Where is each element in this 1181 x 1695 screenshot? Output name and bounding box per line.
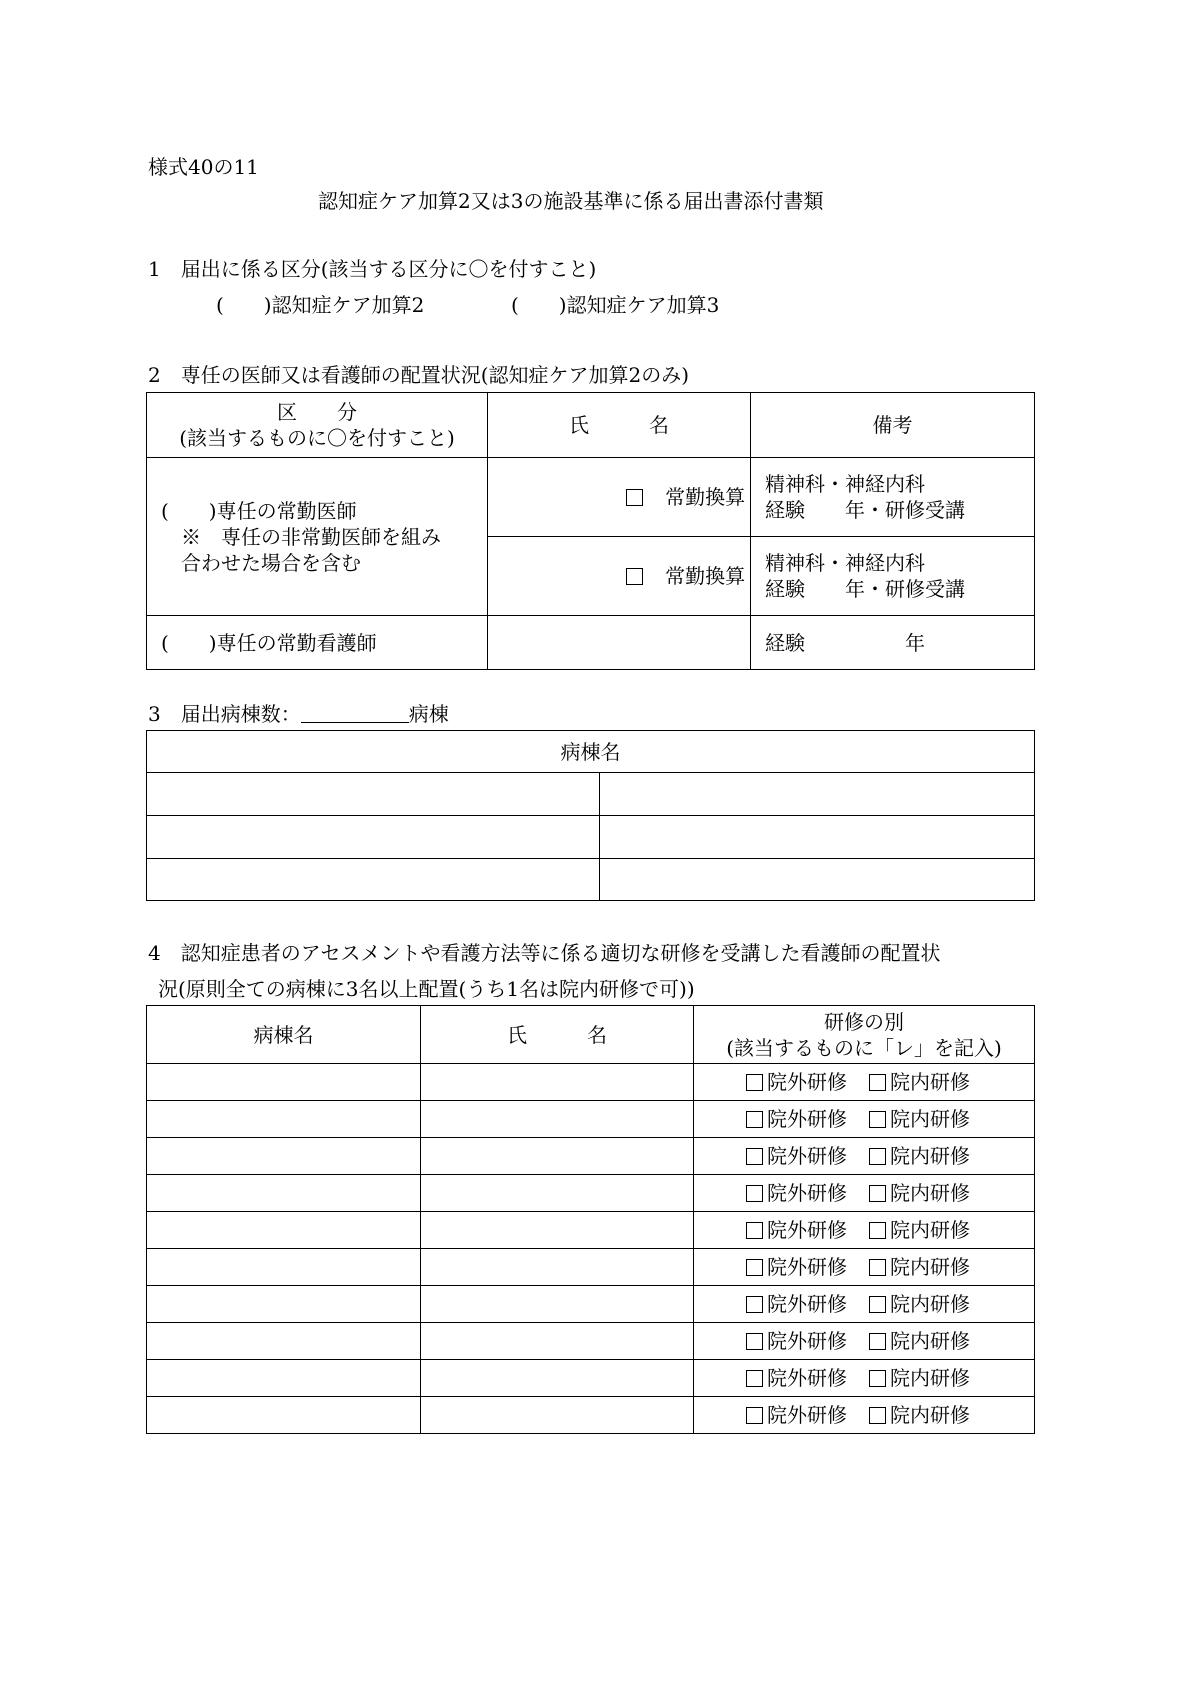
external-training-label: 院外研修 — [767, 1181, 847, 1205]
internal-training-label: 院内研修 — [890, 1181, 970, 1205]
internal-training-label: 院内研修 — [890, 1292, 970, 1316]
external-training-label: 院外研修 — [767, 1366, 847, 1390]
training-table — [146, 1005, 1035, 1434]
internal-training-checkbox[interactable] — [869, 1370, 886, 1387]
internal-training-checkbox[interactable] — [869, 1296, 886, 1313]
option-dementia-care-2[interactable]: ( )認知症ケア加算2 — [216, 293, 425, 317]
training-name-cell[interactable] — [421, 1138, 694, 1175]
section3-heading — [148, 702, 449, 726]
training-ward-cell[interactable] — [147, 1212, 421, 1249]
fte-label-2: 常勤換算 — [665, 564, 746, 588]
training-ward-cell[interactable] — [147, 1138, 421, 1175]
ward-count-blank[interactable] — [301, 702, 409, 723]
ward-table — [146, 730, 1035, 901]
internal-training-checkbox[interactable] — [869, 1185, 886, 1202]
external-training-checkbox[interactable] — [746, 1074, 763, 1091]
doctor-name-cell-2[interactable] — [488, 537, 751, 616]
training-type-cell — [694, 1212, 1035, 1249]
internal-training-checkbox[interactable] — [869, 1259, 886, 1276]
external-training-checkbox[interactable] — [746, 1370, 763, 1387]
fte-checkbox-2[interactable] — [626, 568, 643, 585]
training-name-cell[interactable] — [421, 1064, 694, 1101]
training-header-type — [694, 1006, 1035, 1064]
training-ward-cell[interactable] — [147, 1323, 421, 1360]
external-training-label: 院外研修 — [767, 1329, 847, 1353]
internal-training-label: 院内研修 — [890, 1329, 970, 1353]
external-training-label: 院外研修 — [767, 1144, 847, 1168]
ward-cell[interactable] — [147, 773, 600, 816]
ward-cell[interactable] — [600, 859, 1035, 901]
training-type-cell — [694, 1101, 1035, 1138]
section4-heading-line1: 4 認知症患者のアセスメントや看護方法等に係る適切な研修を受講した看護師の配置状 — [148, 941, 941, 965]
ward-cell[interactable] — [147, 859, 600, 901]
fte-checkbox-1[interactable] — [626, 489, 643, 506]
training-type-cell — [694, 1249, 1035, 1286]
training-name-cell[interactable] — [421, 1397, 694, 1434]
internal-training-label: 院内研修 — [890, 1070, 970, 1094]
external-training-label: 院外研修 — [767, 1070, 847, 1094]
internal-training-label: 院内研修 — [890, 1218, 970, 1242]
external-training-checkbox[interactable] — [746, 1148, 763, 1165]
header-category — [147, 393, 488, 458]
training-row — [147, 1064, 1035, 1101]
ward-table-header: 病棟名 — [147, 731, 1035, 773]
training-ward-cell[interactable] — [147, 1360, 421, 1397]
doctor-name-cell-1[interactable] — [488, 458, 751, 537]
external-training-label: 院外研修 — [767, 1255, 847, 1279]
training-ward-cell[interactable] — [147, 1175, 421, 1212]
remarks-specialty-1: 精神科・神経内科 — [765, 472, 925, 496]
internal-training-label: 院内研修 — [890, 1255, 970, 1279]
training-row — [147, 1360, 1035, 1397]
external-training-label: 院外研修 — [767, 1292, 847, 1316]
section3-heading-suffix: 病棟 — [408, 702, 449, 726]
training-row — [147, 1397, 1035, 1434]
training-name-cell[interactable] — [421, 1286, 694, 1323]
header-category-note: (該当するものに〇を付すこと) — [179, 426, 455, 450]
doctor-label[interactable]: ( )専任の常勤医師 — [161, 498, 357, 523]
doctor-remarks-cell-1 — [751, 458, 1035, 537]
internal-training-label: 院内研修 — [890, 1366, 970, 1390]
external-training-checkbox[interactable] — [746, 1111, 763, 1128]
doctor-note-line2: 合わせた場合を含む — [181, 550, 361, 575]
training-type-cell — [694, 1175, 1035, 1212]
training-name-cell[interactable] — [421, 1323, 694, 1360]
training-type-cell — [694, 1397, 1035, 1434]
internal-training-label: 院内研修 — [890, 1107, 970, 1131]
external-training-checkbox[interactable] — [746, 1222, 763, 1239]
internal-training-checkbox[interactable] — [869, 1074, 886, 1091]
training-name-cell[interactable] — [421, 1360, 694, 1397]
training-name-cell[interactable] — [421, 1175, 694, 1212]
external-training-checkbox[interactable] — [746, 1407, 763, 1424]
nurse-remark: 経験 年 — [751, 616, 1035, 670]
form-number: 様式40の11 — [148, 155, 259, 179]
training-row — [147, 1175, 1035, 1212]
ward-cell[interactable] — [147, 816, 600, 859]
training-row — [147, 1212, 1035, 1249]
internal-training-checkbox[interactable] — [869, 1148, 886, 1165]
training-type-cell — [694, 1323, 1035, 1360]
external-training-checkbox[interactable] — [746, 1333, 763, 1350]
remarks-experience-1: 経験 年・研修受講 — [765, 498, 965, 522]
header-category-label: 区 分 — [277, 400, 357, 424]
training-ward-cell[interactable] — [147, 1249, 421, 1286]
training-ward-cell[interactable] — [147, 1101, 421, 1138]
external-training-label: 院外研修 — [767, 1403, 847, 1427]
doctor-category-cell — [147, 458, 488, 616]
header-remarks: 備考 — [751, 393, 1035, 458]
nurse-name-cell[interactable] — [488, 616, 751, 670]
training-header-ward: 病棟名 — [147, 1006, 421, 1064]
option-dementia-care-3[interactable]: ( )認知症ケア加算3 — [511, 293, 720, 317]
internal-training-checkbox[interactable] — [869, 1333, 886, 1350]
ward-cell[interactable] — [600, 773, 1035, 816]
section1-heading: 1 届出に係る区分(該当する区分に〇を付すこと) — [148, 257, 597, 281]
external-training-checkbox[interactable] — [746, 1185, 763, 1202]
external-training-checkbox[interactable] — [746, 1259, 763, 1276]
internal-training-label: 院内研修 — [890, 1144, 970, 1168]
training-name-cell[interactable] — [421, 1101, 694, 1138]
staff-assignment-table — [146, 392, 1035, 670]
training-ward-cell[interactable] — [147, 1397, 421, 1434]
training-type-cell — [694, 1286, 1035, 1323]
section2-heading: 2 専任の医師又は看護師の配置状況(認知症ケア加算2のみ) — [148, 363, 690, 387]
training-header-type-label: 研修の別 — [824, 1009, 904, 1034]
training-type-cell — [694, 1064, 1035, 1101]
ward-cell[interactable] — [600, 816, 1035, 859]
internal-training-checkbox[interactable] — [869, 1222, 886, 1239]
remarks-experience-2: 経験 年・研修受講 — [765, 577, 965, 601]
internal-training-label: 院内研修 — [890, 1403, 970, 1427]
training-row — [147, 1101, 1035, 1138]
header-name: 氏 名 — [488, 393, 751, 458]
nurse-label[interactable]: ( )専任の常勤看護師 — [147, 616, 488, 670]
training-header-name: 氏 名 — [421, 1006, 694, 1064]
fte-label-1: 常勤換算 — [665, 485, 746, 509]
external-training-checkbox[interactable] — [746, 1296, 763, 1313]
doctor-note-line1: ※ 専任の非常勤医師を組み — [181, 524, 441, 549]
training-header-type-note: (該当するものに「レ」を記入) — [726, 1035, 1002, 1060]
external-training-label: 院外研修 — [767, 1218, 847, 1242]
remarks-specialty-2: 精神科・神経内科 — [765, 551, 925, 575]
doctor-remarks-cell-2 — [751, 537, 1035, 616]
training-row — [147, 1323, 1035, 1360]
training-row — [147, 1249, 1035, 1286]
training-type-cell — [694, 1360, 1035, 1397]
training-ward-cell[interactable] — [147, 1064, 421, 1101]
training-ward-cell[interactable] — [147, 1286, 421, 1323]
external-training-label: 院外研修 — [767, 1107, 847, 1131]
training-type-cell — [694, 1138, 1035, 1175]
document-title: 認知症ケア加算2又は3の施設基準に係る届出書添付書類 — [318, 189, 824, 213]
training-row — [147, 1286, 1035, 1323]
training-row — [147, 1138, 1035, 1175]
internal-training-checkbox[interactable] — [869, 1111, 886, 1128]
section3-heading-prefix: 3 届出病棟数： — [148, 702, 301, 726]
internal-training-checkbox[interactable] — [869, 1407, 886, 1424]
training-name-cell[interactable] — [421, 1212, 694, 1249]
training-name-cell[interactable] — [421, 1249, 694, 1286]
section4-heading-line2: 況(原則全ての病棟に3名以上配置(うち1名は院内研修で可)) — [158, 977, 695, 1001]
